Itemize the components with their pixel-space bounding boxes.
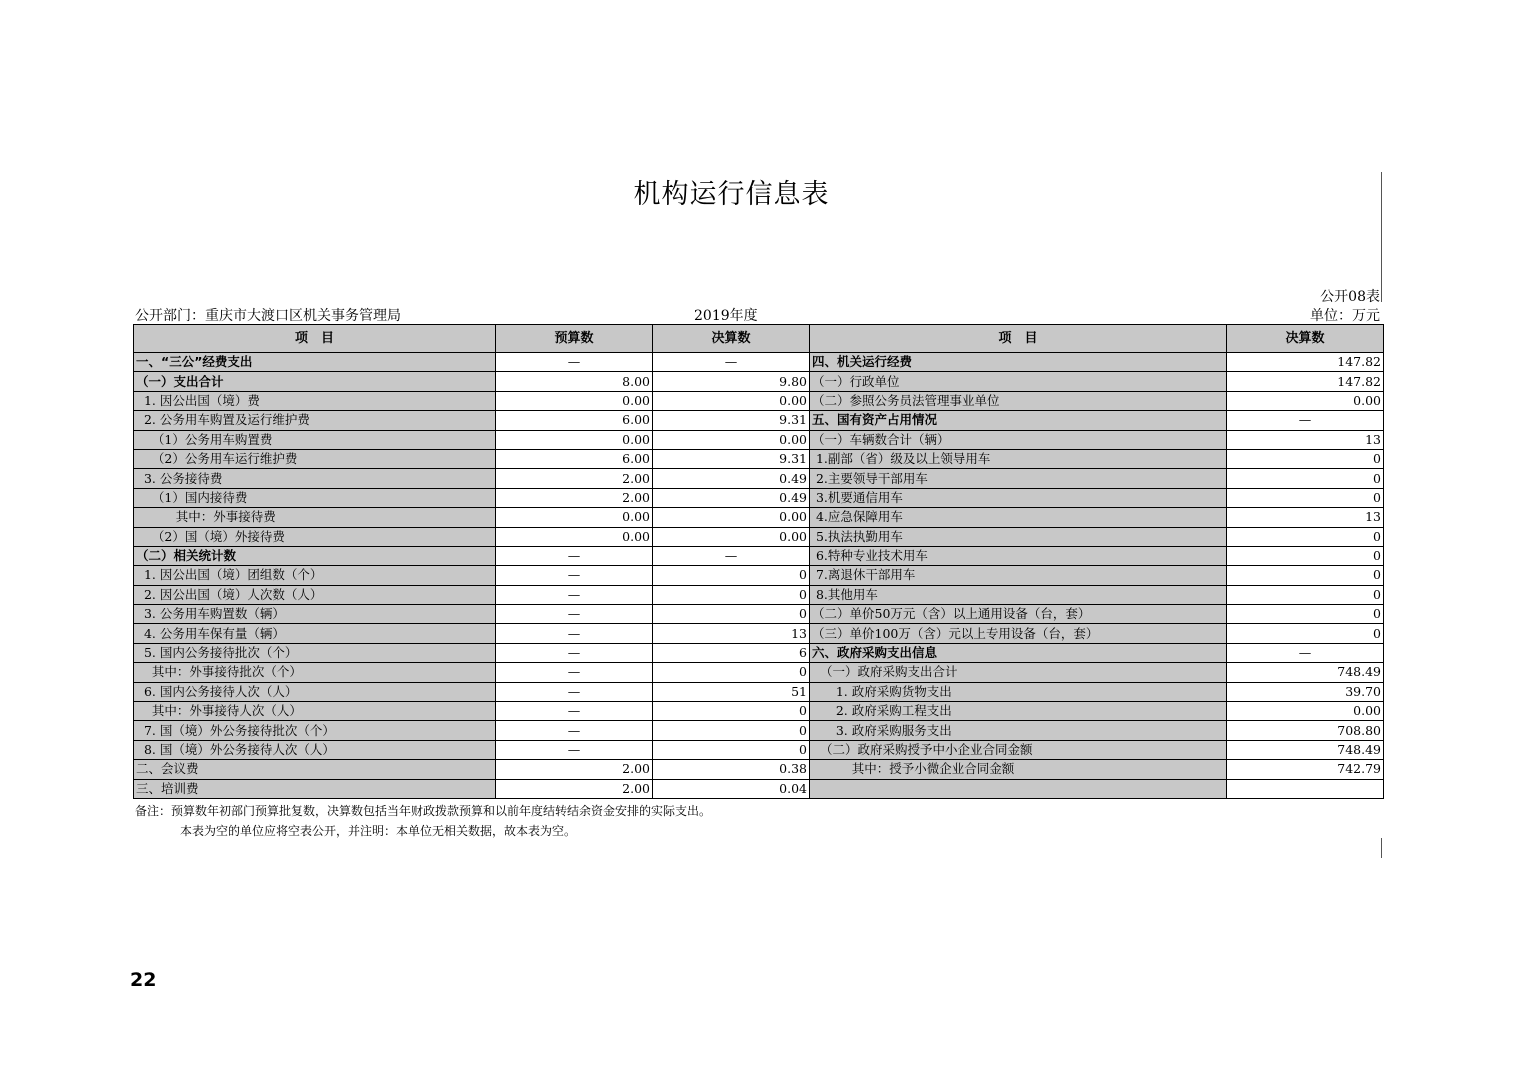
item-right-cell: （一）车辆数合计（辆） xyxy=(810,430,1227,449)
actual-left-cell: 0.00 xyxy=(653,430,810,449)
actual-right-cell: 0 xyxy=(1227,624,1384,643)
item-right-cell: （一）行政单位 xyxy=(810,372,1227,391)
item-right-cell: （一）政府采购支出合计 xyxy=(810,663,1227,682)
actual-left-cell: 9.31 xyxy=(653,411,810,430)
budget-cell: 2.00 xyxy=(496,760,653,779)
item-right-cell: （二）政府采购授予中小企业合同金额 xyxy=(810,740,1227,759)
table-row xyxy=(134,721,1384,740)
budget-cell: — xyxy=(496,682,653,701)
header-budget: 预算数 xyxy=(496,325,653,353)
table-header-row xyxy=(134,325,1384,353)
actual-left-cell: 0 xyxy=(653,605,810,624)
actual-right-cell: 147.82 xyxy=(1227,372,1384,391)
item-left-cell: （二）相关统计数 xyxy=(134,546,496,565)
item-right-cell: （二）参照公务员法管理事业单位 xyxy=(810,391,1227,410)
item-left-cell: 8. 国（境）外公务接待人次（人） xyxy=(134,740,496,759)
budget-cell: — xyxy=(496,721,653,740)
item-right-cell: 四、机关运行经费 xyxy=(810,353,1227,372)
budget-cell: 0.00 xyxy=(496,430,653,449)
budget-cell: — xyxy=(496,546,653,565)
actual-right-cell: 748.49 xyxy=(1227,663,1384,682)
budget-cell: 6.00 xyxy=(496,411,653,430)
table-row xyxy=(134,702,1384,721)
actual-left-cell: 0 xyxy=(653,721,810,740)
item-left-cell: 4. 公务用车保有量（辆） xyxy=(134,624,496,643)
item-left-cell: 1. 因公出国（境）费 xyxy=(134,391,496,410)
item-left-cell: 3. 公务接待费 xyxy=(134,469,496,488)
item-left-cell: （1）公务用车购置费 xyxy=(134,430,496,449)
item-left-cell: 3. 公务用车购置数（辆） xyxy=(134,605,496,624)
item-left-cell: 2. 公务用车购置及运行维护费 xyxy=(134,411,496,430)
actual-right-cell: 13 xyxy=(1227,430,1384,449)
footnote-remark: 备注：预算数年初部门预算批复数，决算数包括当年财政拨款预算和以前年度结转结余资金安排的实际支出。 xyxy=(135,804,712,818)
budget-cell: — xyxy=(496,566,653,585)
table-row xyxy=(134,469,1384,488)
actual-right-cell xyxy=(1227,779,1384,798)
item-left-cell: 三、培训费 xyxy=(134,779,496,798)
budget-cell: 0.00 xyxy=(496,527,653,546)
actual-right-cell: 0 xyxy=(1227,469,1384,488)
actual-right-cell: 0 xyxy=(1227,605,1384,624)
item-left-cell: 5. 国内公务接待批次（个） xyxy=(134,643,496,662)
table-row xyxy=(134,585,1384,604)
item-right-cell: 其中：授予小微企业合同金额 xyxy=(810,760,1227,779)
item-right-cell: 五、国有资产占用情况 xyxy=(810,411,1227,430)
item-right-cell: 5.执法执勤用车 xyxy=(810,527,1227,546)
actual-right-cell: 0 xyxy=(1227,488,1384,507)
item-right-cell xyxy=(810,779,1227,798)
actual-right-cell: 748.49 xyxy=(1227,740,1384,759)
item-left-cell: （2）公务用车运行维护费 xyxy=(134,449,496,468)
table-row xyxy=(134,566,1384,585)
actual-left-cell: 0 xyxy=(653,585,810,604)
page-number: 22 xyxy=(130,969,157,991)
item-left-cell: 2. 因公出国（境）人次数（人） xyxy=(134,585,496,604)
budget-cell: — xyxy=(496,702,653,721)
table-row xyxy=(134,449,1384,468)
actual-right-cell: 147.82 xyxy=(1227,353,1384,372)
item-right-cell: 1.副部（省）级及以上领导用车 xyxy=(810,449,1227,468)
item-right-cell: 六、政府采购支出信息 xyxy=(810,643,1227,662)
actual-left-cell: 0 xyxy=(653,740,810,759)
item-right-cell: 4.应急保障用车 xyxy=(810,508,1227,527)
actual-left-cell: 6 xyxy=(653,643,810,662)
item-left-cell: （1）国内接待费 xyxy=(134,488,496,507)
actual-left-cell: — xyxy=(653,353,810,372)
table-row xyxy=(134,740,1384,759)
actual-left-cell: 9.80 xyxy=(653,372,810,391)
table-row xyxy=(134,391,1384,410)
right-divider-line-lower xyxy=(1381,838,1382,858)
table-row xyxy=(134,372,1384,391)
header-actual-right: 决算数 xyxy=(1227,325,1384,353)
budget-cell: — xyxy=(496,353,653,372)
item-right-cell: 3.机要通信用车 xyxy=(810,488,1227,507)
item-left-cell: 1. 因公出国（境）团组数（个） xyxy=(134,566,496,585)
item-left-cell: 其中：外事接待人次（人） xyxy=(134,702,496,721)
actual-left-cell: 0 xyxy=(653,663,810,682)
item-right-cell: 7.离退休干部用车 xyxy=(810,566,1227,585)
actual-left-cell: 13 xyxy=(653,624,810,643)
table-row xyxy=(134,605,1384,624)
budget-cell: 6.00 xyxy=(496,449,653,468)
item-right-cell: （三）单价100万（含）元以上专用设备（台，套） xyxy=(810,624,1227,643)
actual-right-cell: 0 xyxy=(1227,449,1384,468)
table-row xyxy=(134,353,1384,372)
item-right-cell: 6.特种专业技术用车 xyxy=(810,546,1227,565)
actual-right-cell: 39.70 xyxy=(1227,682,1384,701)
table-row xyxy=(134,760,1384,779)
actual-right-cell: 0 xyxy=(1227,546,1384,565)
footnote-empty-table: 本表为空的单位应将空表公开，并注明：本单位无相关数据，故本表为空。 xyxy=(180,824,577,838)
header-actual-left: 决算数 xyxy=(653,325,810,353)
table-row xyxy=(134,488,1384,507)
actual-right-cell: 0 xyxy=(1227,585,1384,604)
budget-cell: — xyxy=(496,624,653,643)
form-number: 公开08表 xyxy=(1320,289,1380,305)
actual-right-cell: 0.00 xyxy=(1227,702,1384,721)
actual-left-cell: 0.49 xyxy=(653,469,810,488)
unit-label: 单位：万元 xyxy=(1310,308,1380,324)
header-item-right: 项 目 xyxy=(810,325,1227,353)
department-label: 公开部门：重庆市大渡口区机关事务管理局 xyxy=(135,308,401,324)
table-row xyxy=(134,779,1384,798)
actual-right-cell: 13 xyxy=(1227,508,1384,527)
page-title: 机构运行信息表 xyxy=(633,179,830,210)
actual-right-cell: 742.79 xyxy=(1227,760,1384,779)
budget-cell: — xyxy=(496,605,653,624)
budget-cell: — xyxy=(496,740,653,759)
actual-right-cell: 0.00 xyxy=(1227,391,1384,410)
budget-cell: — xyxy=(496,663,653,682)
item-left-cell: 二、会议费 xyxy=(134,760,496,779)
actual-right-cell: 0 xyxy=(1227,566,1384,585)
actual-right-cell: — xyxy=(1227,411,1384,430)
budget-cell: 2.00 xyxy=(496,488,653,507)
budget-cell: — xyxy=(496,585,653,604)
right-divider-line xyxy=(1381,172,1382,302)
header-item-left: 项 目 xyxy=(134,325,496,353)
item-left-cell: 一、“三公”经费支出 xyxy=(134,353,496,372)
item-left-cell: 7. 国（境）外公务接待批次（个） xyxy=(134,721,496,740)
item-right-cell: 8.其他用车 xyxy=(810,585,1227,604)
table-row xyxy=(134,663,1384,682)
budget-cell: 2.00 xyxy=(496,779,653,798)
table-row xyxy=(134,682,1384,701)
actual-left-cell: 0.00 xyxy=(653,391,810,410)
table-row xyxy=(134,527,1384,546)
table-row xyxy=(134,546,1384,565)
operation-info-table xyxy=(133,324,1384,799)
budget-cell: 0.00 xyxy=(496,508,653,527)
item-left-cell: （2）国（境）外接待费 xyxy=(134,527,496,546)
item-left-cell: 6. 国内公务接待人次（人） xyxy=(134,682,496,701)
actual-right-cell: 0 xyxy=(1227,527,1384,546)
item-left-cell: （一）支出合计 xyxy=(134,372,496,391)
item-right-cell: 2. 政府采购工程支出 xyxy=(810,702,1227,721)
fiscal-year: 2019年度 xyxy=(694,308,758,324)
table-row xyxy=(134,411,1384,430)
item-right-cell: （二）单价50万元（含）以上通用设备（台，套） xyxy=(810,605,1227,624)
table-row xyxy=(134,508,1384,527)
item-right-cell: 1. 政府采购货物支出 xyxy=(810,682,1227,701)
table-row xyxy=(134,624,1384,643)
actual-left-cell: — xyxy=(653,546,810,565)
budget-cell: 0.00 xyxy=(496,391,653,410)
table-row xyxy=(134,430,1384,449)
item-right-cell: 3. 政府采购服务支出 xyxy=(810,721,1227,740)
table-row xyxy=(134,643,1384,662)
actual-left-cell: 0.04 xyxy=(653,779,810,798)
budget-cell: — xyxy=(496,643,653,662)
item-left-cell: 其中：外事接待批次（个） xyxy=(134,663,496,682)
actual-left-cell: 0.49 xyxy=(653,488,810,507)
actual-left-cell: 51 xyxy=(653,682,810,701)
actual-left-cell: 0 xyxy=(653,566,810,585)
item-left-cell: 其中：外事接待费 xyxy=(134,508,496,527)
actual-left-cell: 0.00 xyxy=(653,508,810,527)
actual-left-cell: 0 xyxy=(653,702,810,721)
budget-cell: 2.00 xyxy=(496,469,653,488)
actual-left-cell: 0.38 xyxy=(653,760,810,779)
item-right-cell: 2.主要领导干部用车 xyxy=(810,469,1227,488)
actual-right-cell: 708.80 xyxy=(1227,721,1384,740)
actual-left-cell: 9.31 xyxy=(653,449,810,468)
actual-left-cell: 0.00 xyxy=(653,527,810,546)
budget-cell: 8.00 xyxy=(496,372,653,391)
actual-right-cell: — xyxy=(1227,643,1384,662)
